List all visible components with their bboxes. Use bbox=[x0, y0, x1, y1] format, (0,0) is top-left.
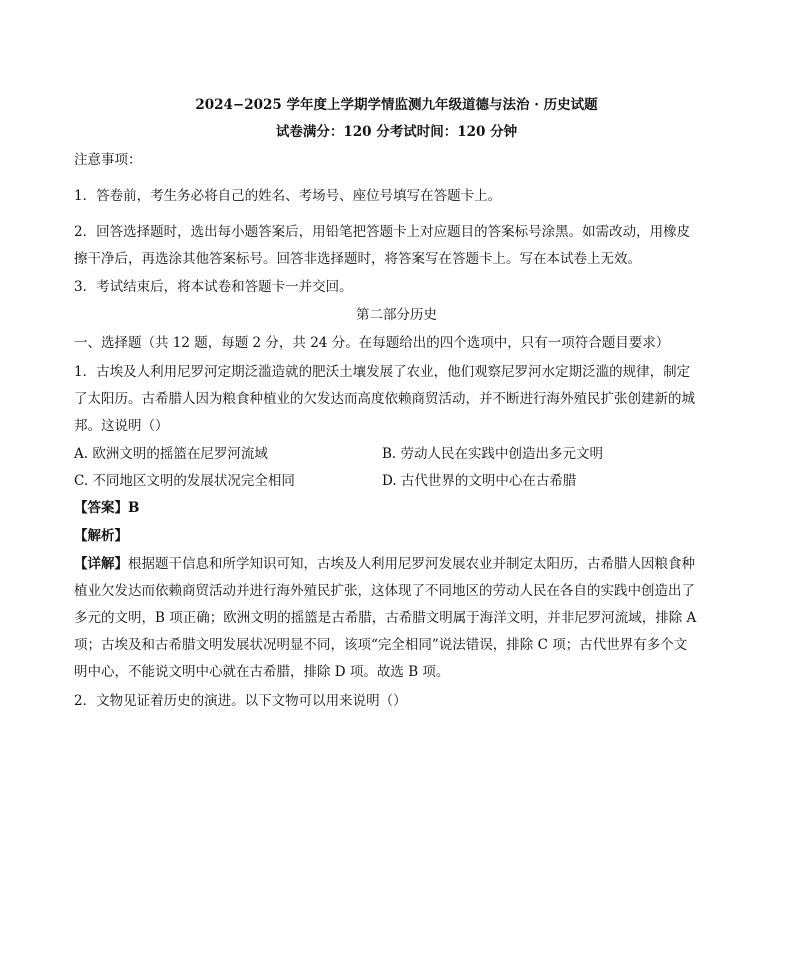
exam-title: 2024−2025 学年度上学期学情监测九年级道德与法治 · 历史试题 bbox=[195, 97, 598, 113]
q1-detail-line-3: 多元的文明，B 项正确；欧洲文明的摇篮是古希腊，古希腊文明属于海洋文明，并非尼罗河流域，排除 A bbox=[74, 610, 697, 626]
notice-item-1: 1．答卷前，考生务必将自己的姓名、考场号、座位号填写在答题卡上。 bbox=[74, 188, 502, 204]
q1-detail-line-1 bbox=[74, 555, 695, 573]
notice-item-2-line-1: 2．回答选择题时，选出每小题答案后，用铅笔把答题卡上对应题目的答案标号涂黑。如需改动，用橡皮 bbox=[74, 224, 691, 240]
part-title: 第二部分历史 bbox=[356, 307, 437, 323]
answer-label: 【答案】 bbox=[74, 500, 128, 516]
analysis-label: 【解析】 bbox=[74, 528, 128, 544]
q1-stem-line-2: 了太阳历。古希腊人因为粮食种植业的欠发达而高度依赖商贸活动，并不断进行海外殖民扩张创建新的城 bbox=[74, 391, 695, 407]
q1-detail-line-4: 项；古埃及和古希腊文明发展状况明显不同，该项“完全相同”说法错误，排除 C 项；古代世界有多个文 bbox=[74, 637, 688, 653]
q2-stem: 2．文物见证着历史的演进。以下文物可以用来说明（） bbox=[74, 693, 407, 709]
q1-answer bbox=[74, 499, 139, 517]
q1-option-c: C. 不同地区文明的发展状况完全相同 bbox=[74, 473, 295, 489]
q1-stem-line-3: 邦。这说明（） bbox=[74, 418, 169, 434]
exam-subtitle: 试卷满分：120 分考试时间：120 分钟 bbox=[275, 124, 518, 140]
detail-label: 【详解】 bbox=[74, 556, 128, 572]
q1-detail-line-5: 明中心，不能说文明中心就在古希腊，排除 D 项。故选 B 项。 bbox=[74, 664, 450, 680]
notice-item-2-line-2: 擦干净后，再选涂其他答案标号。回答非选择题时，将答案写在答题卡上。写在本试卷上无效。 bbox=[74, 251, 641, 267]
q1-option-d: D. 古代世界的文明中心在古希腊 bbox=[382, 473, 577, 489]
notice-item-3: 3．考试结束后，将本试卷和答题卡一并交回。 bbox=[74, 279, 353, 295]
notice-heading: 注意事项： bbox=[74, 152, 142, 168]
answer-value: B bbox=[128, 500, 140, 516]
section-instructions: 一、选择题（共 12 题，每题 2 分，共 24 分。在每题给出的四个选项中，只有一项符合题目要求） bbox=[74, 335, 670, 351]
q1-analysis-label bbox=[74, 527, 128, 545]
q1-option-b: B. 劳动人民在实践中创造出多元文明 bbox=[382, 446, 604, 462]
detail-text-1: 根据题干信息和所学知识可知，古埃及人利用尼罗河发展农业并制定太阳历，古希腊人因粮食种 bbox=[128, 556, 695, 572]
q1-stem-line-1: 1．古埃及人利用尼罗河定期泛滥造就的肥沃土壤发展了农业，他们观察尼罗河水定期泛滥的规律，制定 bbox=[74, 364, 691, 380]
q1-option-a: A. 欧洲文明的摇篮在尼罗河流域 bbox=[74, 446, 268, 462]
q1-detail-line-2: 植业欠发达而依赖商贸活动并进行海外殖民扩张，这体现了不同地区的劳动人民在各自的实践中创造出了 bbox=[74, 583, 695, 599]
